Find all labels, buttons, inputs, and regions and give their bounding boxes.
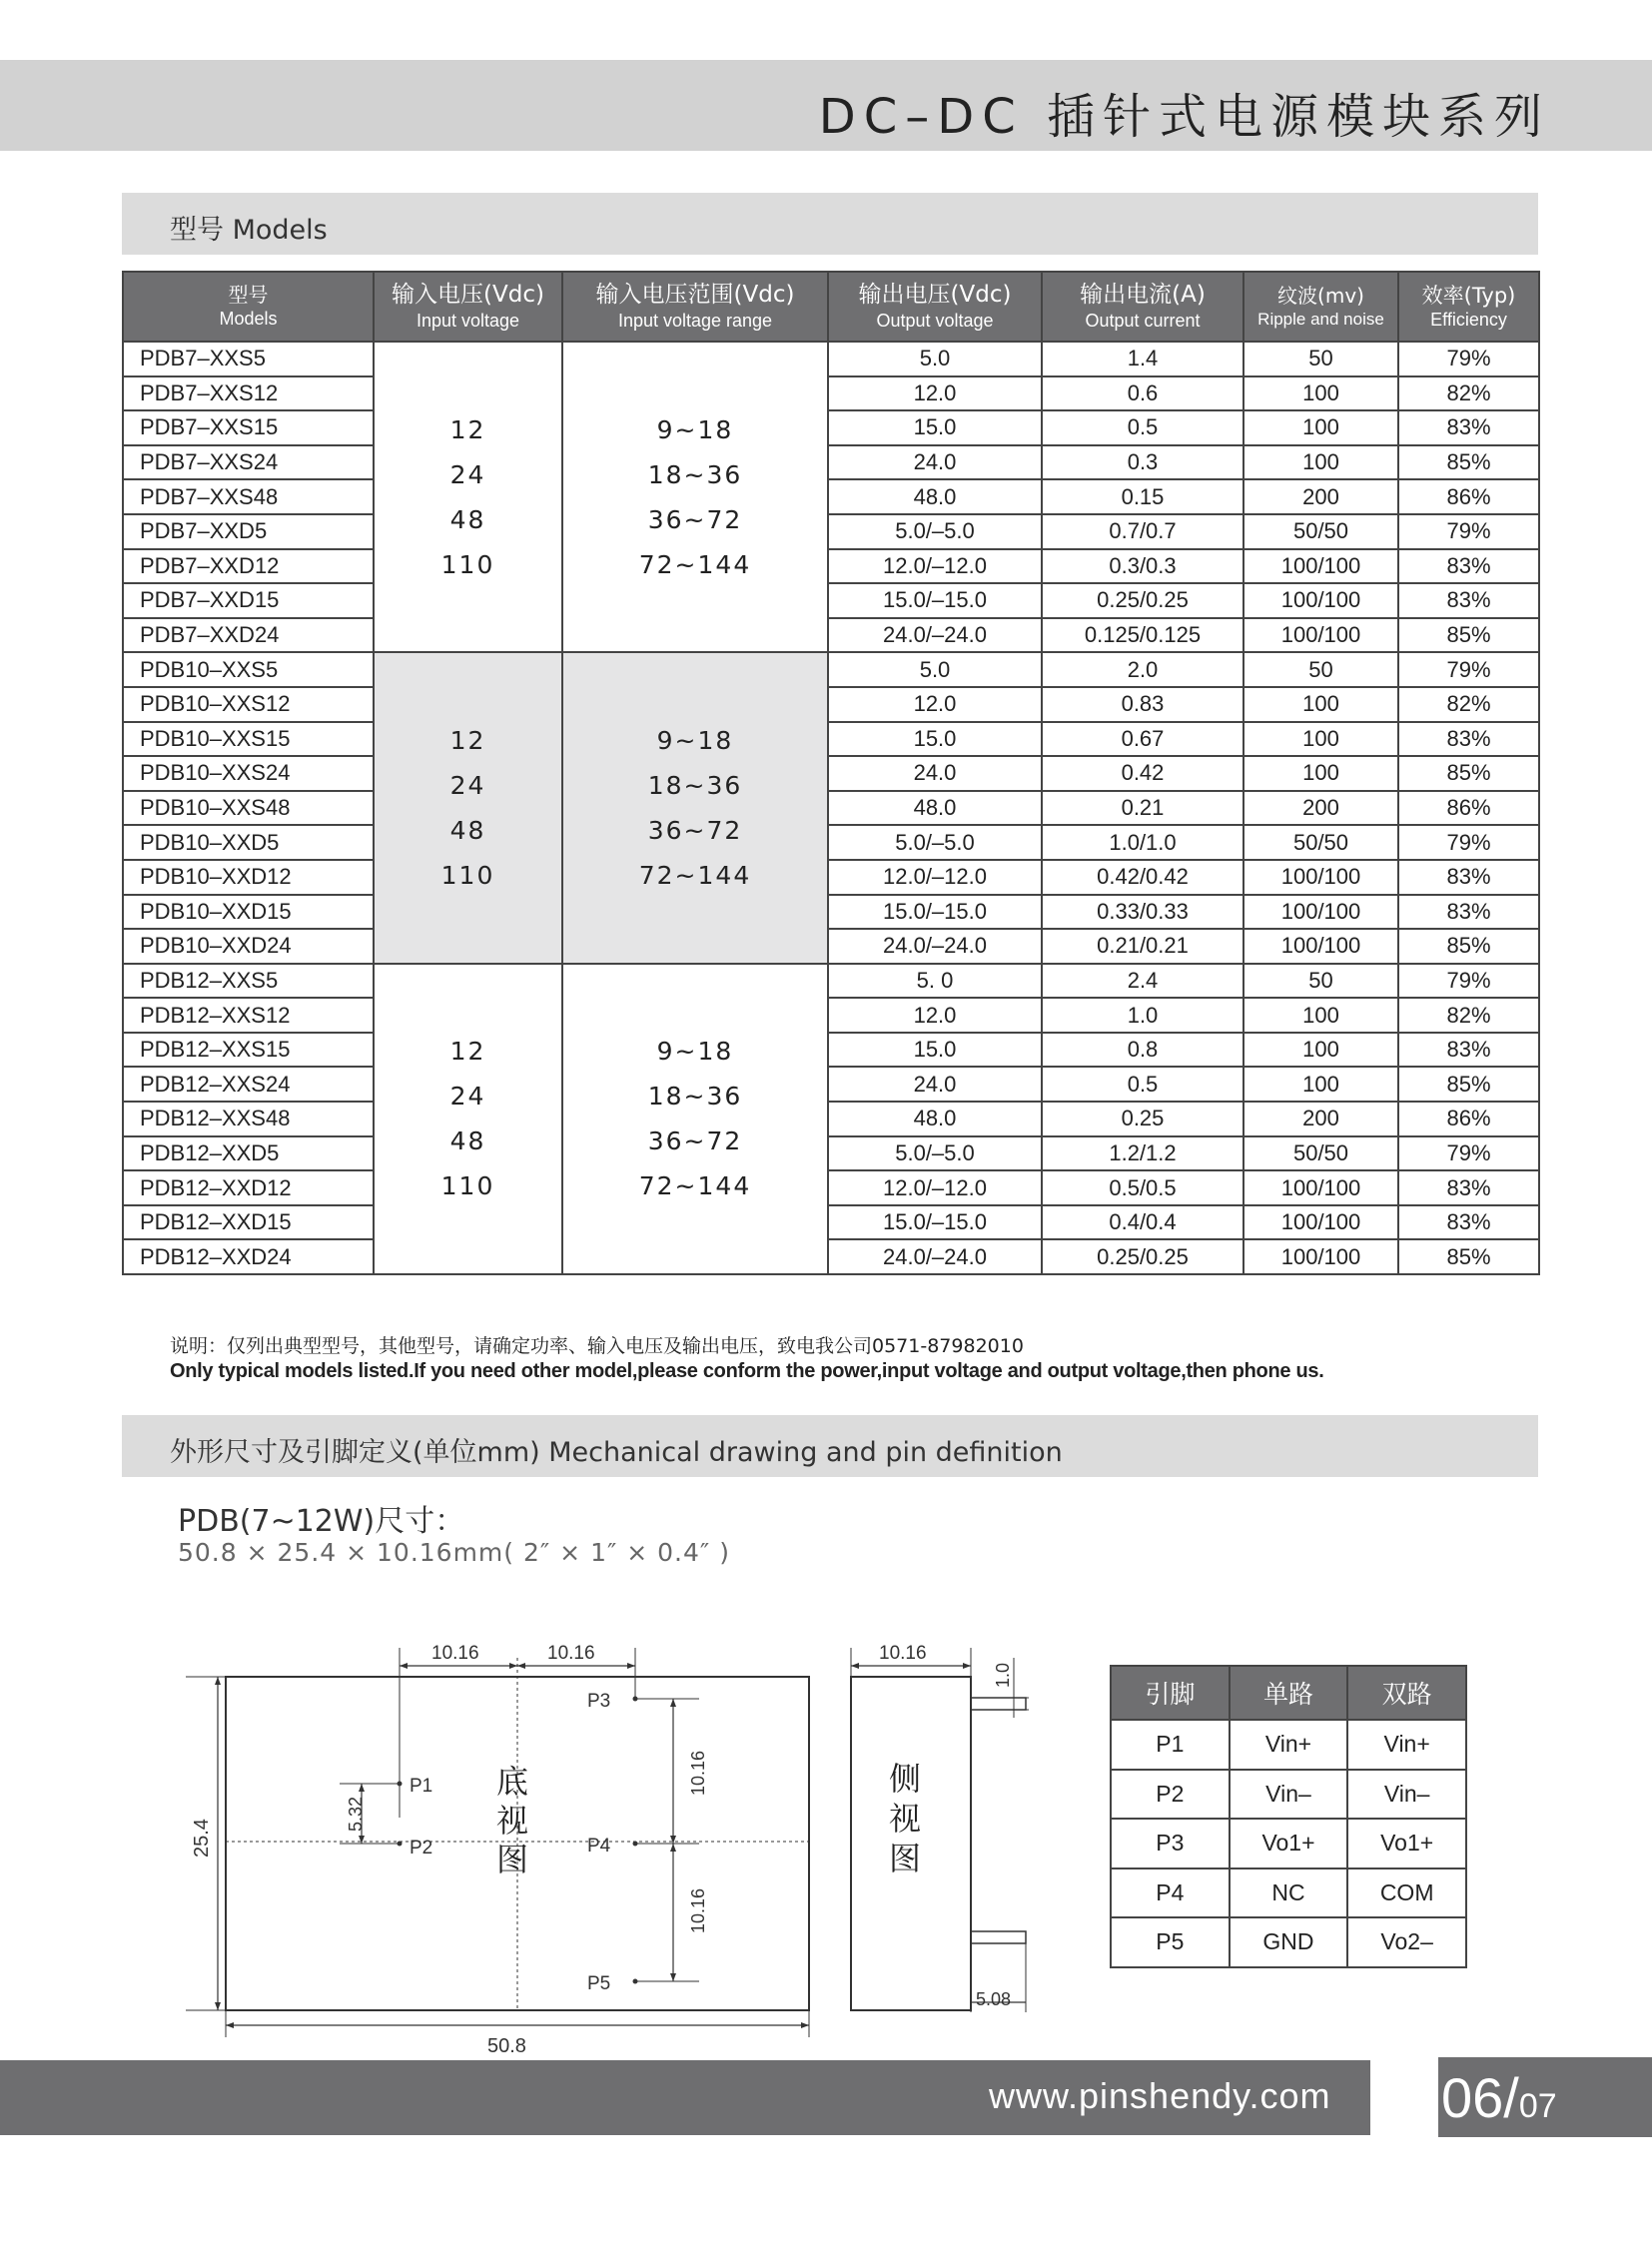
mechanical-drawing <box>0 1618 1099 2037</box>
pin-cell-dual: Vo2– <box>1347 1917 1466 1967</box>
table-row <box>123 549 1539 584</box>
cell-output-current: 0.4/0.4 <box>1042 1205 1243 1240</box>
input-range-value: 72~144 <box>638 861 752 891</box>
cell-ripple: 50 <box>1243 652 1398 687</box>
table-row <box>123 514 1539 549</box>
cell-efficiency: 79% <box>1398 825 1539 860</box>
pin-cell-single: Vin+ <box>1230 1720 1348 1770</box>
pin-col-dual: 双路 <box>1347 1666 1466 1720</box>
dim-height: 25.4 <box>191 1819 213 1858</box>
cell-efficiency: 83% <box>1398 895 1539 930</box>
pin-label-p2: P2 <box>410 1838 433 1859</box>
cell-output-voltage: 24.0/–24.0 <box>828 1239 1042 1274</box>
input-range-value: 9~18 <box>656 414 734 444</box>
cell-efficiency: 79% <box>1398 514 1539 549</box>
col-header-output-voltage: 输出电压(Vdc) Output voltage <box>828 272 1042 342</box>
pin-table-row <box>1111 1720 1466 1770</box>
cell-output-voltage: 24.0 <box>828 1067 1042 1102</box>
cell-ripple: 100 <box>1243 445 1398 480</box>
side-pin-top <box>971 1698 1026 1710</box>
pin-col-pin: 引脚 <box>1111 1666 1230 1720</box>
input-voltage-value: 24 <box>449 459 486 489</box>
pin-cell-dual: Vo1+ <box>1347 1819 1466 1868</box>
cell-output-current: 1.4 <box>1042 342 1243 376</box>
cell-model: PDB7–XXS24 <box>123 445 374 480</box>
cell-efficiency: 83% <box>1398 722 1539 757</box>
input-range-value: 72~144 <box>638 549 752 579</box>
table-row <box>123 998 1539 1033</box>
pin-table-body <box>1111 1720 1466 1967</box>
pin-cell-dual: Vin– <box>1347 1770 1466 1820</box>
cell-ripple: 100 <box>1243 1033 1398 1068</box>
pin-label-p3: P3 <box>587 1691 611 1712</box>
cell-input-voltage-group <box>374 964 562 1274</box>
cell-efficiency: 79% <box>1398 652 1539 687</box>
cell-ripple: 100 <box>1243 1067 1398 1102</box>
table-row <box>123 1136 1539 1171</box>
input-range-value: 36~72 <box>647 1126 743 1156</box>
cell-ripple: 100 <box>1243 722 1398 757</box>
cell-output-voltage: 15.0/–15.0 <box>828 895 1042 930</box>
bottom-view-label-2: 视 <box>496 1802 529 1840</box>
cell-model: PDB10–XXD15 <box>123 895 374 930</box>
cell-model: PDB10–XXD5 <box>123 825 374 860</box>
cell-output-current: 0.42 <box>1042 756 1243 791</box>
mech-section-title: 外形尺寸及引脚定义(单位mm) Mechanical drawing and pin definition <box>170 1437 1063 1468</box>
cell-output-voltage: 48.0 <box>828 479 1042 514</box>
cell-efficiency: 85% <box>1398 1067 1539 1102</box>
cell-efficiency: 79% <box>1398 1136 1539 1171</box>
cell-model: PDB10–XXD12 <box>123 860 374 895</box>
cell-output-voltage: 15.0 <box>828 722 1042 757</box>
cell-model: PDB10–XXS24 <box>123 756 374 791</box>
cell-output-current: 0.3/0.3 <box>1042 549 1243 584</box>
cell-ripple: 100/100 <box>1243 1170 1398 1205</box>
input-voltage-value: 24 <box>449 1082 486 1112</box>
cell-ripple: 200 <box>1243 1102 1398 1136</box>
cell-efficiency: 85% <box>1398 1239 1539 1274</box>
table-row <box>123 860 1539 895</box>
cell-output-voltage: 15.0 <box>828 1033 1042 1068</box>
cell-output-current: 0.25/0.25 <box>1042 1239 1243 1274</box>
page-current: 06/ <box>1441 2066 1519 2129</box>
cell-output-current: 1.2/1.2 <box>1042 1136 1243 1171</box>
input-range-value: 36~72 <box>647 816 743 846</box>
dim-p3p4: 10.16 <box>688 1750 708 1796</box>
input-voltage-value: 110 <box>440 549 495 579</box>
table-row <box>123 342 1539 376</box>
cell-output-current: 0.25 <box>1042 1102 1243 1136</box>
cell-output-current: 0.5 <box>1042 1067 1243 1102</box>
pin-label-p5: P5 <box>587 1973 611 1994</box>
col-header-input-range: 输入电压范围(Vdc) Input voltage range <box>562 272 828 342</box>
cell-efficiency: 85% <box>1398 618 1539 653</box>
input-range-value: 18~36 <box>647 771 743 801</box>
dim-p4p5: 10.16 <box>688 1887 708 1933</box>
cell-output-voltage: 12.0 <box>828 687 1042 722</box>
cell-efficiency: 82% <box>1398 376 1539 411</box>
input-voltage-value: 12 <box>449 414 486 444</box>
cell-ripple: 100 <box>1243 998 1398 1033</box>
pin-label-p4: P4 <box>587 1836 611 1857</box>
table-row <box>123 1239 1539 1274</box>
cell-output-voltage: 5.0/–5.0 <box>828 514 1042 549</box>
table-row <box>123 929 1539 964</box>
table-row <box>123 1067 1539 1102</box>
cell-efficiency: 83% <box>1398 583 1539 618</box>
cell-efficiency: 79% <box>1398 964 1539 999</box>
cell-ripple: 100/100 <box>1243 618 1398 653</box>
cell-ripple: 50/50 <box>1243 1136 1398 1171</box>
cell-ripple: 50 <box>1243 964 1398 999</box>
pin-cell-single: NC <box>1230 1868 1348 1918</box>
table-row <box>123 1102 1539 1136</box>
bottom-view-label-3: 图 <box>496 1841 529 1878</box>
cell-model: PDB10–XXS5 <box>123 652 374 687</box>
input-range-value: 9~18 <box>656 1037 734 1067</box>
table-row <box>123 479 1539 514</box>
cell-model: PDB12–XXD5 <box>123 1136 374 1171</box>
pin-cell-pin: P2 <box>1111 1770 1230 1820</box>
cell-ripple: 100/100 <box>1243 1239 1398 1274</box>
page-number <box>1441 2065 1557 2130</box>
pin-cell-dual: COM <box>1347 1868 1466 1918</box>
cell-output-current: 2.4 <box>1042 964 1243 999</box>
cell-model: PDB12–XXS48 <box>123 1102 374 1136</box>
size-dimensions: 50.8 × 25.4 × 10.16mm( 2″ × 1″ × 0.4″ ) <box>178 1538 730 1567</box>
table-row <box>123 652 1539 687</box>
pin-table-row <box>1111 1819 1466 1868</box>
cell-model: PDB7–XXD12 <box>123 549 374 584</box>
input-voltage-value: 110 <box>440 1171 495 1201</box>
cell-output-current: 2.0 <box>1042 652 1243 687</box>
models-table <box>122 271 1540 1275</box>
cell-ripple: 50 <box>1243 342 1398 376</box>
cell-ripple: 200 <box>1243 791 1398 826</box>
table-row <box>123 895 1539 930</box>
cell-efficiency: 83% <box>1398 410 1539 445</box>
input-voltage-value: 12 <box>449 726 486 756</box>
input-voltage-value: 24 <box>449 771 486 801</box>
cell-output-current: 0.3 <box>1042 445 1243 480</box>
cell-model: PDB7–XXS15 <box>123 410 374 445</box>
col-header-efficiency: 效率(Typ) Efficiency <box>1398 272 1539 342</box>
pin-cell-pin: P3 <box>1111 1819 1230 1868</box>
input-voltage-value: 48 <box>449 504 486 534</box>
cell-efficiency: 83% <box>1398 1205 1539 1240</box>
cell-output-voltage: 48.0 <box>828 791 1042 826</box>
cell-output-voltage: 15.0 <box>828 410 1042 445</box>
models-table-body <box>123 342 1539 1274</box>
cell-model: PDB12–XXD15 <box>123 1205 374 1240</box>
cell-output-current: 1.0/1.0 <box>1042 825 1243 860</box>
cell-efficiency: 83% <box>1398 860 1539 895</box>
table-row <box>123 376 1539 411</box>
cell-output-current: 0.8 <box>1042 1033 1243 1068</box>
cell-model: PDB10–XXS12 <box>123 687 374 722</box>
dim-pin-height: 1.0 <box>993 1662 1013 1688</box>
cell-model: PDB7–XXS12 <box>123 376 374 411</box>
cell-output-current: 0.67 <box>1042 722 1243 757</box>
pin-cell-pin: P1 <box>1111 1720 1230 1770</box>
input-voltage-value: 48 <box>449 816 486 846</box>
cell-efficiency: 79% <box>1398 342 1539 376</box>
side-pin-bottom <box>971 1931 1026 1943</box>
pin-col-single: 单路 <box>1230 1666 1348 1720</box>
cell-output-voltage: 15.0/–15.0 <box>828 583 1042 618</box>
cell-output-voltage: 24.0/–24.0 <box>828 618 1042 653</box>
cell-ripple: 100 <box>1243 410 1398 445</box>
cell-output-current: 0.33/0.33 <box>1042 895 1243 930</box>
table-row <box>123 583 1539 618</box>
cell-output-current: 0.125/0.125 <box>1042 618 1243 653</box>
cell-ripple: 200 <box>1243 479 1398 514</box>
table-row <box>123 791 1539 826</box>
table-row <box>123 618 1539 653</box>
cell-ripple: 100/100 <box>1243 583 1398 618</box>
cell-output-current: 0.25/0.25 <box>1042 583 1243 618</box>
models-section-bar <box>122 193 1538 255</box>
cell-input-voltage-group <box>374 342 562 652</box>
pin-table-row <box>1111 1868 1466 1918</box>
dim-side-bottom: 5.08 <box>976 1989 1012 2009</box>
cell-output-voltage: 24.0/–24.0 <box>828 929 1042 964</box>
cell-output-current: 0.7/0.7 <box>1042 514 1243 549</box>
input-range-value: 18~36 <box>647 459 743 489</box>
cell-output-voltage: 24.0 <box>828 756 1042 791</box>
cell-output-current: 0.5 <box>1042 410 1243 445</box>
pin-cell-pin: P4 <box>1111 1868 1230 1918</box>
cell-efficiency: 82% <box>1398 687 1539 722</box>
cell-output-voltage: 12.0 <box>828 376 1042 411</box>
cell-model: PDB7–XXD24 <box>123 618 374 653</box>
col-header-output-current: 输出电流(A) Output current <box>1042 272 1243 342</box>
table-row <box>123 756 1539 791</box>
cell-output-voltage: 5. 0 <box>828 964 1042 999</box>
bottom-view-label-1: 底 <box>496 1763 529 1801</box>
cell-efficiency: 83% <box>1398 549 1539 584</box>
cell-model: PDB10–XXS48 <box>123 791 374 826</box>
cell-model: PDB7–XXD5 <box>123 514 374 549</box>
note-english: Only typical models listed.If you need other model,please conform the power,input voltage and output voltage,then phone us. <box>170 1360 1324 1382</box>
pin-cell-single: Vo1+ <box>1230 1819 1348 1868</box>
pin-definition-table <box>1110 1665 1467 1968</box>
pin-cell-dual: Vin+ <box>1347 1720 1466 1770</box>
page-total: 07 <box>1518 2087 1557 2125</box>
input-voltage-value: 12 <box>449 1037 486 1067</box>
pin-table-row <box>1111 1917 1466 1967</box>
table-row <box>123 445 1539 480</box>
cell-output-current: 0.15 <box>1042 479 1243 514</box>
cell-output-voltage: 24.0 <box>828 445 1042 480</box>
cell-ripple: 100 <box>1243 756 1398 791</box>
dim-top-1: 10.16 <box>431 1643 479 1664</box>
pin-label-p1: P1 <box>410 1776 433 1797</box>
side-view-label-2: 视 <box>889 1800 922 1838</box>
cell-model: PDB7–XXS5 <box>123 342 374 376</box>
cell-model: PDB12–XXS24 <box>123 1067 374 1102</box>
pin-cell-single: Vin– <box>1230 1770 1348 1820</box>
pin-cell-pin: P5 <box>1111 1917 1230 1967</box>
col-header-model: 型号 Models <box>123 272 374 342</box>
cell-output-voltage: 12.0/–12.0 <box>828 549 1042 584</box>
table-row <box>123 964 1539 999</box>
dim-top-2: 10.16 <box>547 1643 595 1664</box>
cell-ripple: 50/50 <box>1243 825 1398 860</box>
cell-model: PDB7–XXD15 <box>123 583 374 618</box>
cell-output-current: 0.83 <box>1042 687 1243 722</box>
cell-ripple: 100/100 <box>1243 929 1398 964</box>
cell-efficiency: 82% <box>1398 998 1539 1033</box>
cell-ripple: 100 <box>1243 687 1398 722</box>
col-header-input-voltage: 输入电压(Vdc) Input voltage <box>374 272 562 342</box>
cell-output-voltage: 5.0/–5.0 <box>828 1136 1042 1171</box>
cell-output-current: 0.21 <box>1042 791 1243 826</box>
table-header-row <box>123 272 1539 342</box>
cell-efficiency: 86% <box>1398 479 1539 514</box>
cell-output-voltage: 12.0 <box>828 998 1042 1033</box>
table-row <box>123 722 1539 757</box>
table-row <box>123 410 1539 445</box>
cell-output-current: 0.6 <box>1042 376 1243 411</box>
input-voltage-value: 48 <box>449 1126 486 1156</box>
cell-input-range-group <box>562 652 828 963</box>
cell-output-voltage: 5.0 <box>828 342 1042 376</box>
cell-input-voltage-group <box>374 652 562 963</box>
cell-efficiency: 85% <box>1398 756 1539 791</box>
cell-efficiency: 85% <box>1398 445 1539 480</box>
cell-model: PDB7–XXS48 <box>123 479 374 514</box>
cell-model: PDB12–XXD24 <box>123 1239 374 1274</box>
cell-output-current: 0.5/0.5 <box>1042 1170 1243 1205</box>
pin-table-header <box>1111 1666 1466 1720</box>
cell-ripple: 50/50 <box>1243 514 1398 549</box>
col-header-ripple: 纹波(mv) Ripple and noise <box>1243 272 1398 342</box>
cell-output-voltage: 12.0/–12.0 <box>828 1170 1042 1205</box>
input-range-value: 72~144 <box>638 1171 752 1201</box>
table-row <box>123 825 1539 860</box>
dim-side-top: 10.16 <box>879 1643 927 1664</box>
cell-input-range-group <box>562 964 828 1274</box>
models-section-title: 型号 Models <box>170 215 328 246</box>
cell-output-voltage: 15.0/–15.0 <box>828 1205 1042 1240</box>
table-row <box>123 687 1539 722</box>
cell-model: PDB10–XXS15 <box>123 722 374 757</box>
note-chinese: 说明：仅列出典型型号，其他型号，请确定功率、输入电压及输出电压，致电我公司0571-87982010 <box>170 1335 1024 1357</box>
footer-url[interactable]: www.pinshendy.com <box>989 2075 1331 2116</box>
cell-output-voltage: 48.0 <box>828 1102 1042 1136</box>
pin-table-row <box>1111 1770 1466 1820</box>
cell-model: PDB12–XXS12 <box>123 998 374 1033</box>
table-row <box>123 1170 1539 1205</box>
side-view-label-3: 图 <box>889 1840 922 1877</box>
table-row <box>123 1033 1539 1068</box>
table-row <box>123 1205 1539 1240</box>
cell-ripple: 100/100 <box>1243 895 1398 930</box>
input-range-value: 9~18 <box>656 726 734 756</box>
cell-output-current: 0.42/0.42 <box>1042 860 1243 895</box>
cell-ripple: 100 <box>1243 376 1398 411</box>
cell-output-voltage: 5.0/–5.0 <box>828 825 1042 860</box>
pin-cell-single: GND <box>1230 1917 1348 1967</box>
cell-output-voltage: 5.0 <box>828 652 1042 687</box>
cell-efficiency: 85% <box>1398 929 1539 964</box>
cell-output-current: 1.0 <box>1042 998 1243 1033</box>
cell-efficiency: 86% <box>1398 1102 1539 1136</box>
dim-p1p2: 5.32 <box>346 1796 366 1832</box>
cell-model: PDB12–XXS5 <box>123 964 374 999</box>
input-range-value: 18~36 <box>647 1082 743 1112</box>
cell-ripple: 100/100 <box>1243 1205 1398 1240</box>
input-range-value: 36~72 <box>647 504 743 534</box>
cell-output-voltage: 12.0/–12.0 <box>828 860 1042 895</box>
cell-ripple: 100/100 <box>1243 549 1398 584</box>
cell-output-current: 0.21/0.21 <box>1042 929 1243 964</box>
cell-model: PDB10–XXD24 <box>123 929 374 964</box>
cell-input-range-group <box>562 342 828 652</box>
input-voltage-value: 110 <box>440 861 495 891</box>
size-title: PDB(7~12W)尺寸： <box>178 1504 465 1539</box>
cell-model: PDB12–XXD12 <box>123 1170 374 1205</box>
cell-efficiency: 83% <box>1398 1170 1539 1205</box>
document-title: DC–DC 插针式电源模块系列 <box>818 89 1550 145</box>
side-view-label-1: 侧 <box>889 1760 922 1798</box>
cell-model: PDB12–XXS15 <box>123 1033 374 1068</box>
cell-efficiency: 86% <box>1398 791 1539 826</box>
cell-ripple: 100/100 <box>1243 860 1398 895</box>
cell-efficiency: 83% <box>1398 1033 1539 1068</box>
dim-width: 50.8 <box>487 2035 526 2057</box>
